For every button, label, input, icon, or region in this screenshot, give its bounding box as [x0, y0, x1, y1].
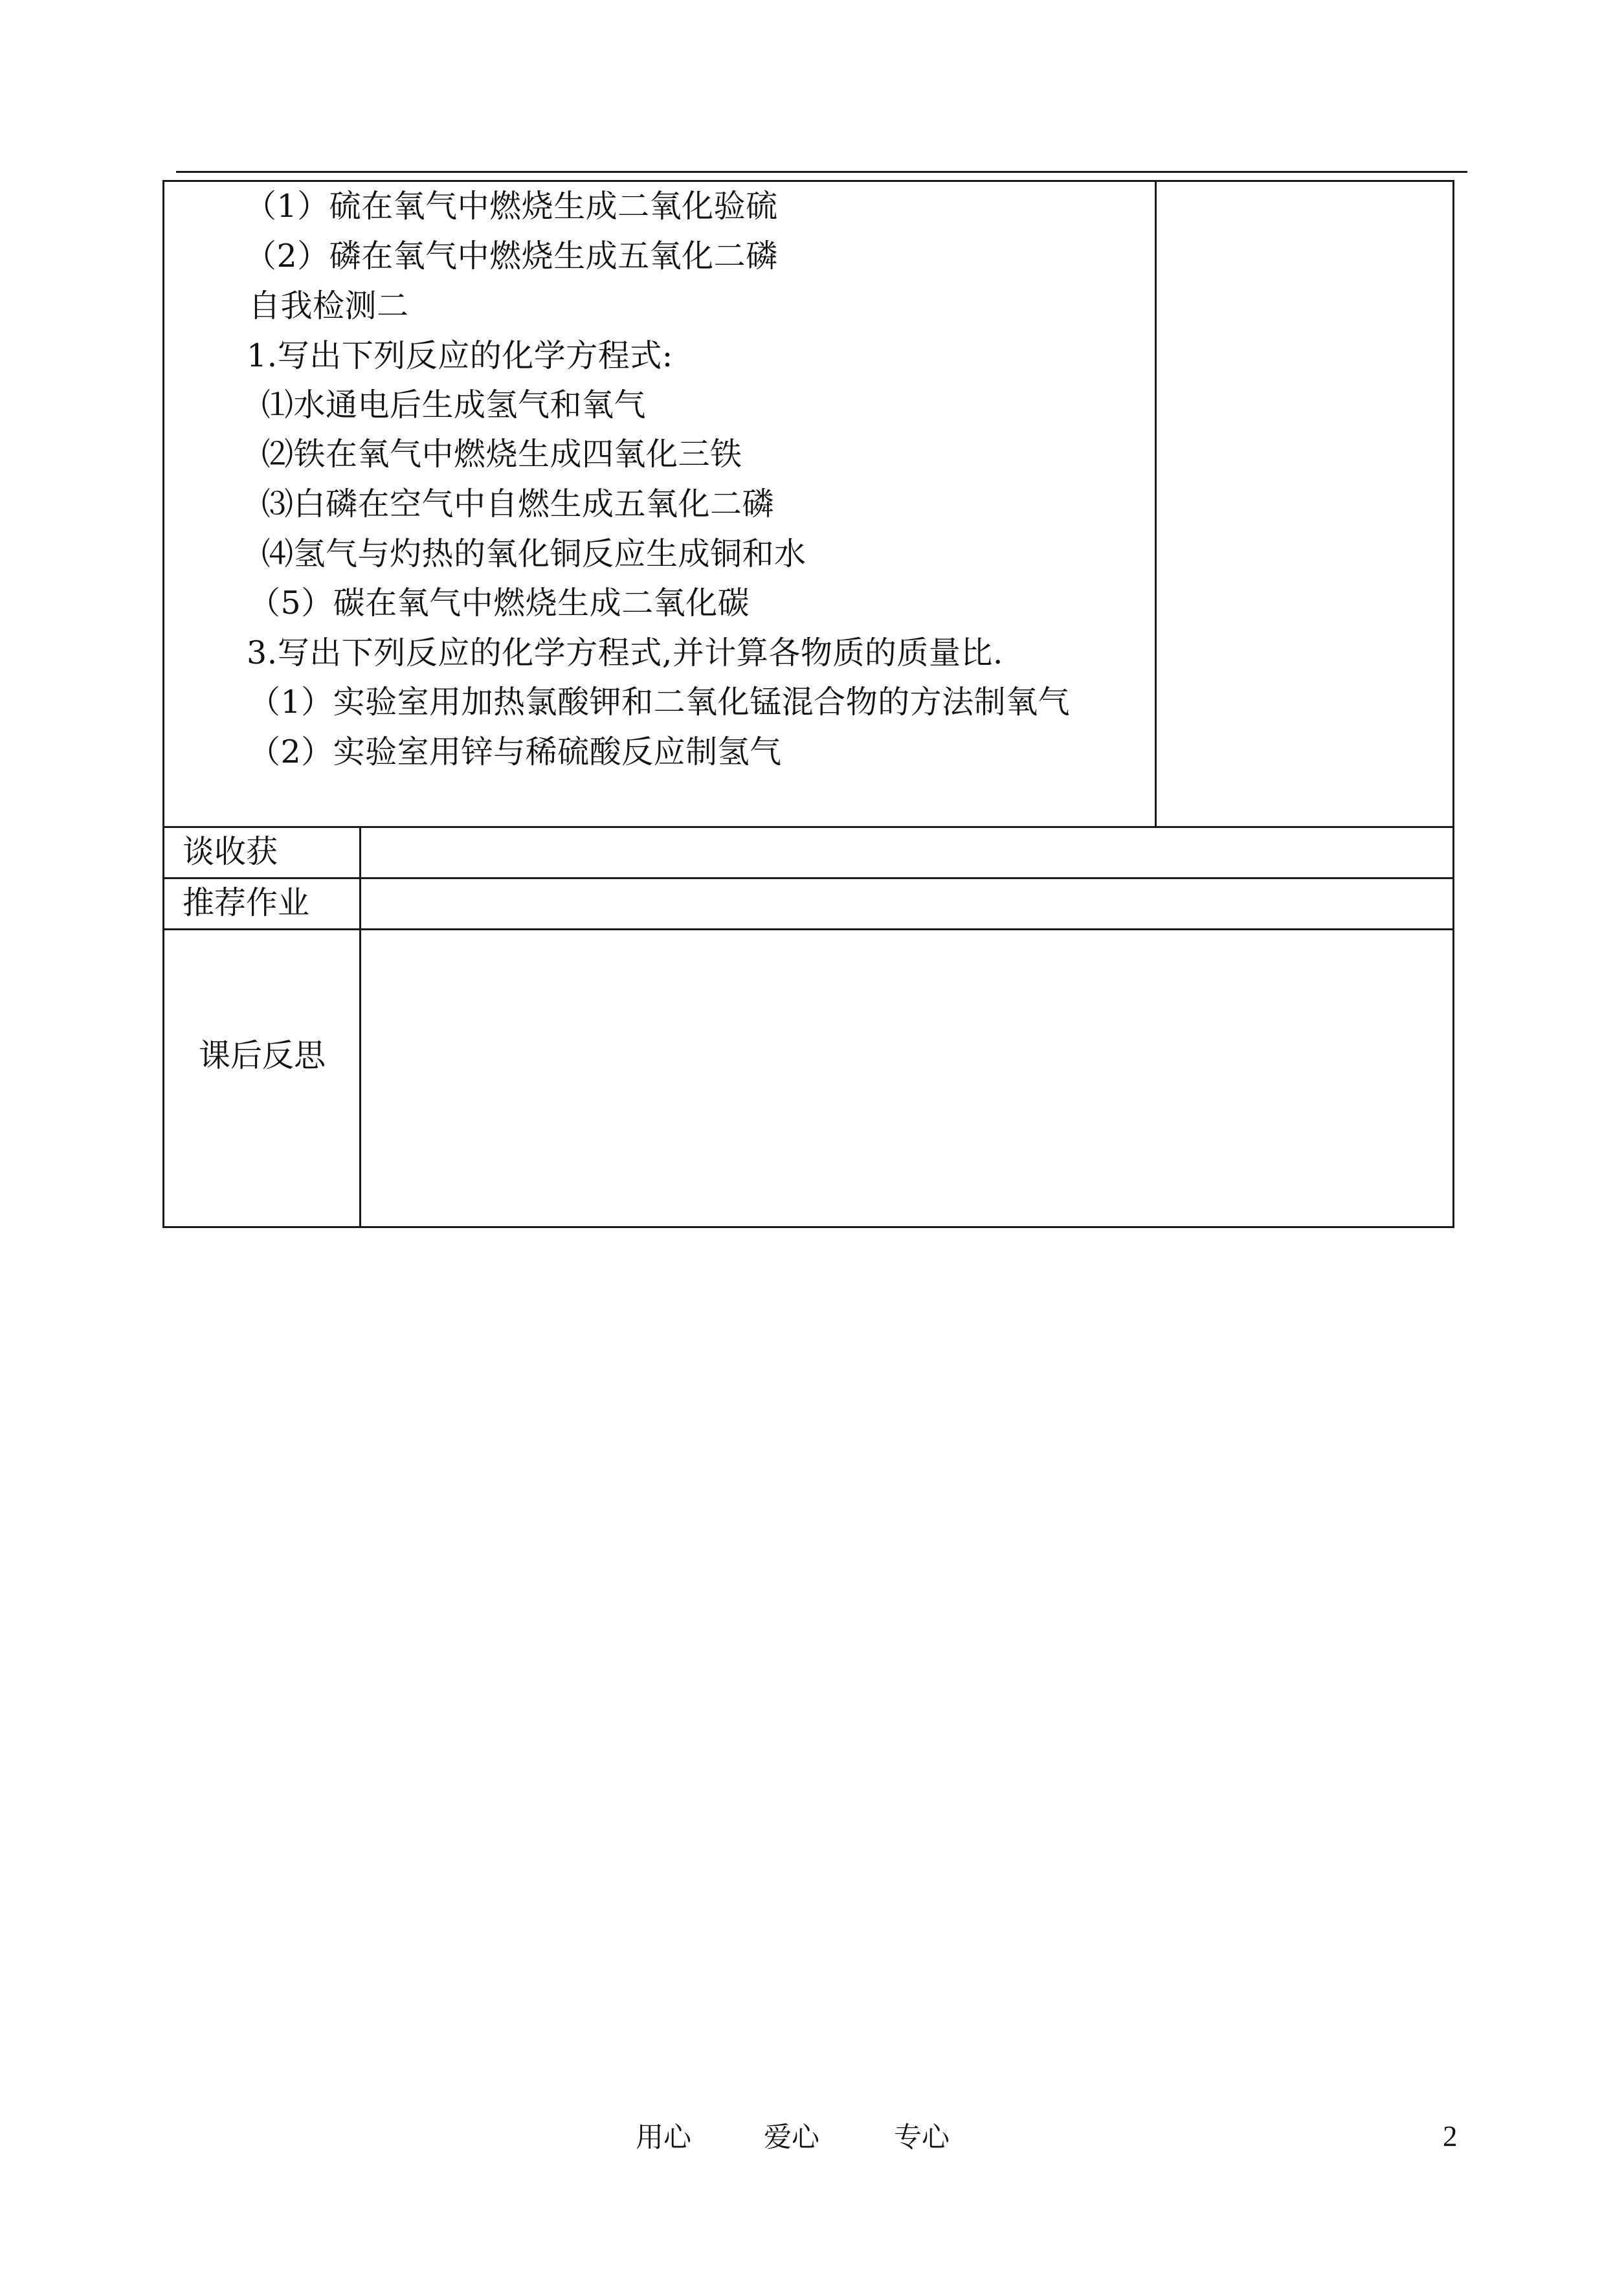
table-divider-main-bottom	[162, 826, 1454, 828]
question-3-item-1: （1）实验室用加热氯酸钾和二氧化锰混合物的方法制氧气	[249, 684, 1071, 721]
table-divider-right-column	[1155, 180, 1157, 826]
question-1-item-2: ⑵铁在氧气中燃烧生成四氧化三铁	[261, 436, 742, 473]
footer-motto-1: 用心	[636, 2121, 691, 2154]
table-divider-homework-bottom	[162, 928, 1454, 930]
harvest-label: 谈收获	[183, 833, 278, 870]
line-sulfur: （1）硫在氧气中燃烧生成二氧化验硫	[245, 188, 778, 225]
line-phosphorus: （2）磷在氧气中燃烧生成五氧化二磷	[245, 238, 778, 274]
footer-motto-3: 专心	[894, 2121, 950, 2154]
question-1: 1.写出下列反应的化学方程式:	[247, 337, 673, 374]
table-divider-label-column	[359, 826, 361, 1228]
homework-label: 推荐作业	[183, 884, 310, 921]
page-number: 2	[1443, 2120, 1458, 2153]
question-1-item-1: ⑴水通电后生成氢气和氧气	[261, 386, 647, 423]
reflection-label: 课后反思	[199, 1037, 326, 1074]
question-1-item-3: ⑶白磷在空气中自燃生成五氧化二磷	[261, 486, 775, 522]
header-rule	[176, 171, 1467, 173]
question-3: 3.写出下列反应的化学方程式,并计算各物质的质量比.	[247, 634, 1003, 671]
footer-motto-2: 爱心	[764, 2121, 819, 2154]
question-1-item-5: （5）碳在氧气中燃烧生成二氧化碳	[249, 585, 750, 621]
section-title-self-check-2: 自我检测二	[249, 287, 409, 324]
question-3-item-2: （2）实验室用锌与稀硫酸反应制氢气	[249, 733, 782, 770]
question-1-item-4: ⑷氢气与灼热的氧化铜反应生成铜和水	[261, 535, 806, 572]
table-divider-harvest-bottom	[162, 877, 1454, 879]
